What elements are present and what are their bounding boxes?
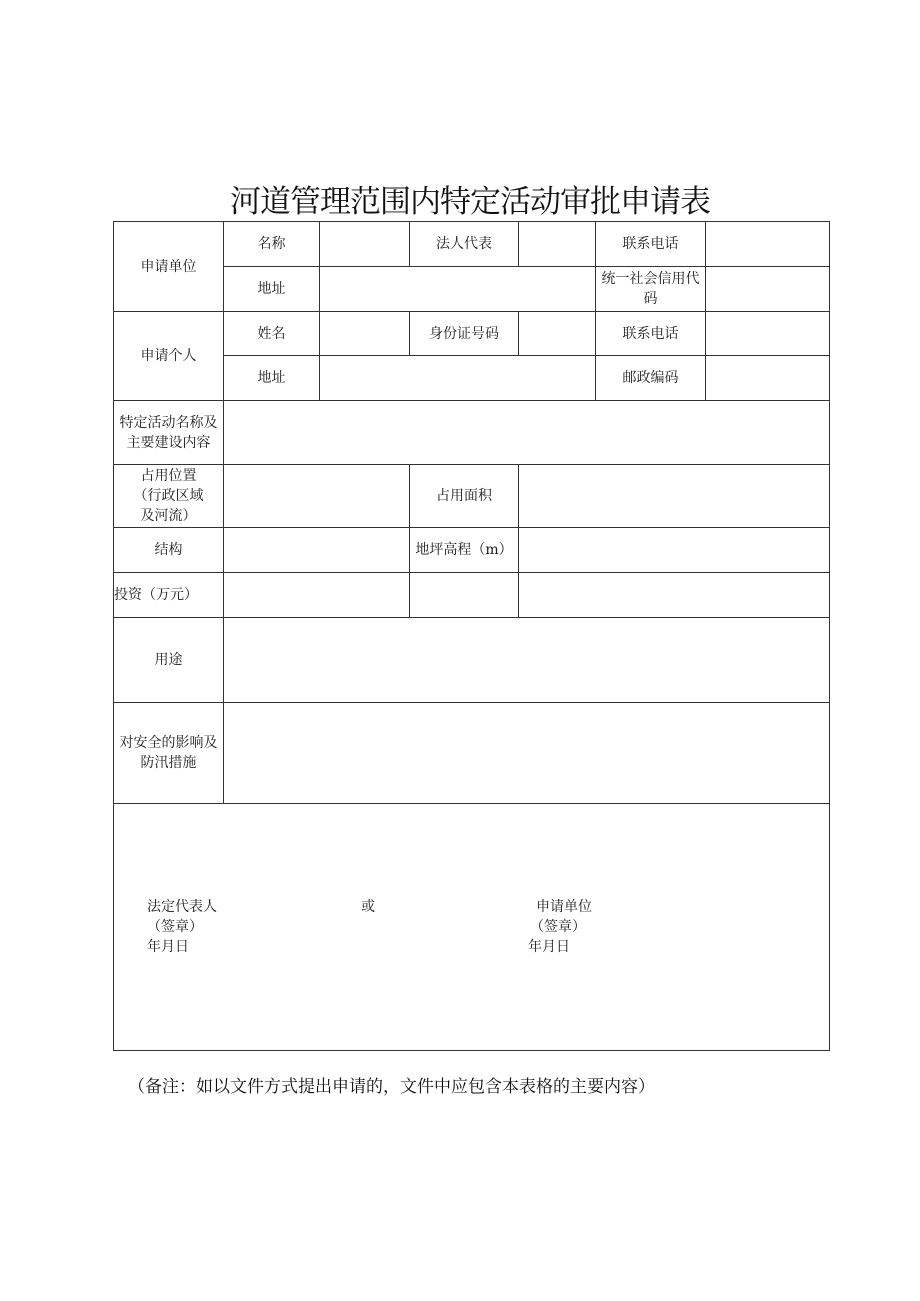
activity-field[interactable] <box>224 401 830 465</box>
unit-signature-label: 申请单位 <box>536 899 592 915</box>
structure-label: 结构 <box>114 528 224 573</box>
unit-name-label: 名称 <box>224 222 320 267</box>
elevation-label: 地坪高程（m） <box>410 528 519 573</box>
date-right-label: 年月日 <box>528 939 570 955</box>
credit-code-label: 统一社会信用代码 <box>596 267 706 312</box>
applicant-person-label: 申请个人 <box>114 312 224 401</box>
form-title: 河道管理范围内特定活动审批申请表 <box>230 184 710 220</box>
structure-field[interactable] <box>224 528 410 573</box>
person-phone-label: 联系电话 <box>596 312 706 356</box>
unit-address-label: 地址 <box>224 267 320 312</box>
investment-remark-field[interactable] <box>519 573 830 618</box>
id-number-field[interactable] <box>519 312 596 356</box>
location-label: 占用位置（行政区域及河流） <box>114 465 224 528</box>
person-name-label: 姓名 <box>224 312 320 356</box>
safety-label: 对安全的影响及防汛措施 <box>114 703 224 804</box>
seal-right-label: （签章） <box>530 919 586 935</box>
unit-address-field[interactable] <box>320 267 596 312</box>
unit-phone-field[interactable] <box>706 222 830 267</box>
legal-rep-signature-label: 法定代表人 <box>147 899 217 915</box>
investment-extra-field[interactable] <box>410 573 519 618</box>
legal-rep-label: 法人代表 <box>410 222 519 267</box>
safety-field[interactable] <box>224 703 830 804</box>
signature-area <box>114 804 829 1050</box>
postal-code-label: 邮政编码 <box>596 356 706 401</box>
investment-field[interactable] <box>224 573 410 618</box>
investment-label: 投资（万元） <box>114 573 224 618</box>
credit-code-field[interactable] <box>706 267 830 312</box>
unit-name-field[interactable] <box>320 222 410 267</box>
signature-cell <box>114 804 830 1051</box>
location-field[interactable] <box>224 465 410 528</box>
or-label: 或 <box>361 899 375 915</box>
id-number-label: 身份证号码 <box>410 312 519 356</box>
person-phone-field[interactable] <box>706 312 830 356</box>
seal-left-label: （签章） <box>147 919 203 935</box>
area-label: 占用面积 <box>410 465 519 528</box>
applicant-unit-label: 申请单位 <box>114 222 224 312</box>
date-left-label: 年月日 <box>147 939 189 955</box>
activity-label: 特定活动名称及主要建设内容 <box>114 401 224 465</box>
unit-phone-label: 联系电话 <box>596 222 706 267</box>
footnote: （备注：如以文件方式提出申请的，文件中应包含本表格的主要内容） <box>128 1077 655 1097</box>
application-form-table <box>113 221 830 1051</box>
postal-code-field[interactable] <box>706 356 830 401</box>
usage-field[interactable] <box>224 618 830 703</box>
person-address-label: 地址 <box>224 356 320 401</box>
area-field[interactable] <box>519 465 830 528</box>
person-address-field[interactable] <box>320 356 596 401</box>
usage-label: 用途 <box>114 618 224 703</box>
person-name-field[interactable] <box>320 312 410 356</box>
elevation-field[interactable] <box>519 528 830 573</box>
legal-rep-field[interactable] <box>519 222 596 267</box>
